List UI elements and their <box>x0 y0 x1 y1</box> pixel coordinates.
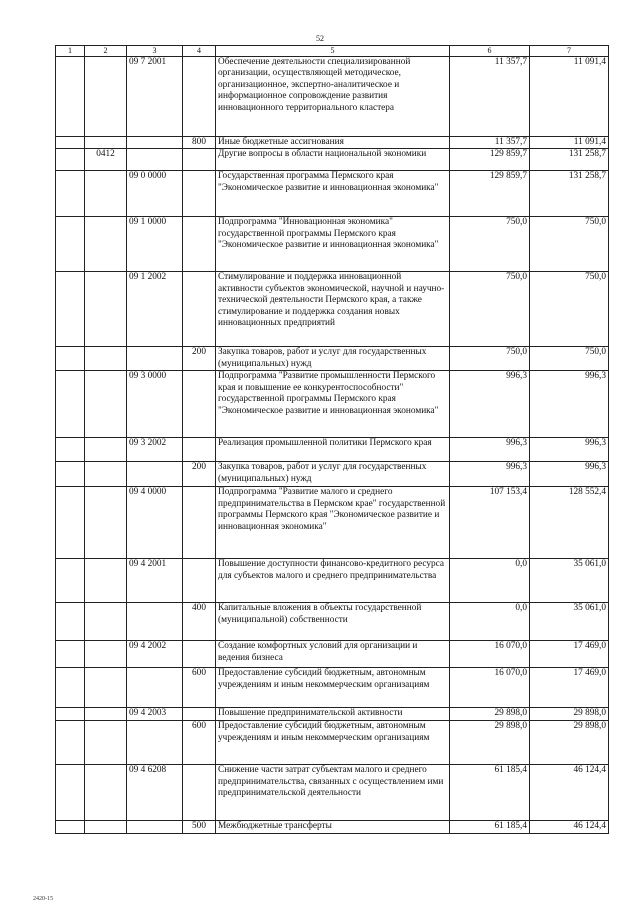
cell-amount-7: 11 091,4 <box>530 57 609 137</box>
table-row <box>56 668 609 708</box>
cell-target-code: 09 7 2001 <box>127 57 183 137</box>
cell-expense-type: 200 <box>183 347 216 371</box>
cell-target-code: 09 4 2002 <box>127 641 183 668</box>
cell-amount-7: 128 552,4 <box>530 487 609 559</box>
cell-expense-type <box>183 171 216 217</box>
cell-amount-7: 996,3 <box>530 462 609 487</box>
cell-amount-7: 46 124,4 <box>530 821 609 834</box>
cell-section-code <box>85 462 127 487</box>
cell-col-1 <box>56 347 85 371</box>
cell-section-code <box>85 171 127 217</box>
cell-amount-7: 35 061,0 <box>530 603 609 641</box>
cell-col-1 <box>56 708 85 721</box>
cell-col-1 <box>56 57 85 137</box>
cell-target-code <box>127 821 183 834</box>
cell-target-code: 09 4 2003 <box>127 708 183 721</box>
cell-expense-type <box>183 272 216 347</box>
cell-amount-6: 107 153,4 <box>450 487 530 559</box>
cell-name: Подпрограмма "Развитие промышленности Пермского края и повышение ее конкурентоспособности" государственной программы Пермского края "Экономическое развитие и инновационная экономика" <box>216 371 450 438</box>
cell-amount-7: 35 061,0 <box>530 559 609 603</box>
cell-amount-6: 16 070,0 <box>450 668 530 708</box>
cell-amount-6: 29 898,0 <box>450 721 530 765</box>
cell-name: Межбюджетные трансферты <box>216 821 450 834</box>
cell-amount-6: 61 185,4 <box>450 765 530 821</box>
cell-expense-type <box>183 217 216 272</box>
cell-name: Закупка товаров, работ и услуг для государственных (муниципальных) нужд <box>216 347 450 371</box>
table-row <box>56 721 609 765</box>
cell-target-code <box>127 137 183 149</box>
cell-amount-6: 129 859,7 <box>450 149 530 171</box>
cell-expense-type <box>183 765 216 821</box>
cell-amount-7: 750,0 <box>530 272 609 347</box>
cell-name: Подпрограмма "Инновационная экономика" государственной программы Пермского края "Экономическое развитие и инновационная экономика" <box>216 217 450 272</box>
cell-expense-type <box>183 57 216 137</box>
cell-amount-7: 46 124,4 <box>530 765 609 821</box>
table-row <box>56 708 609 721</box>
cell-amount-7: 750,0 <box>530 217 609 272</box>
cell-col-1 <box>56 137 85 149</box>
cell-amount-6: 61 185,4 <box>450 821 530 834</box>
cell-section-code <box>85 57 127 137</box>
cell-col-1 <box>56 721 85 765</box>
cell-amount-7: 17 469,0 <box>530 641 609 668</box>
cell-section-code <box>85 371 127 438</box>
cell-target-code: 09 3 0000 <box>127 371 183 438</box>
cell-expense-type <box>183 641 216 668</box>
header-col-5: 5 <box>216 46 450 57</box>
cell-col-1 <box>56 371 85 438</box>
cell-col-1 <box>56 821 85 834</box>
table-row <box>56 462 609 487</box>
cell-amount-6: 129 859,7 <box>450 171 530 217</box>
cell-amount-7: 29 898,0 <box>530 708 609 721</box>
cell-name: Повышение доступности финансово-кредитного ресурса для субъектов малого и среднего предпринимательства <box>216 559 450 603</box>
cell-section-code <box>85 821 127 834</box>
cell-expense-type <box>183 559 216 603</box>
cell-amount-6: 996,3 <box>450 438 530 462</box>
cell-name: Государственная программа Пермского края "Экономическое развитие и инновационная экономика" <box>216 171 450 217</box>
header-col-6: 6 <box>450 46 530 57</box>
cell-amount-6: 750,0 <box>450 347 530 371</box>
cell-section-code <box>85 272 127 347</box>
cell-col-1 <box>56 149 85 171</box>
cell-section-code <box>85 137 127 149</box>
cell-section-code <box>85 559 127 603</box>
cell-section-code <box>85 765 127 821</box>
cell-expense-type <box>183 708 216 721</box>
cell-col-1 <box>56 603 85 641</box>
cell-col-1 <box>56 559 85 603</box>
cell-name: Создание комфортных условий для организации и ведения бизнеса <box>216 641 450 668</box>
cell-col-1 <box>56 668 85 708</box>
cell-section-code <box>85 641 127 668</box>
page-number: 52 <box>316 34 324 43</box>
cell-expense-type: 800 <box>183 137 216 149</box>
cell-name: Обеспечение деятельности специализированной организации, осуществляющей методическое, организационное, экспертно-аналитическое и информационное сопровождение развития инновационного территориального кластера <box>216 57 450 137</box>
cell-expense-type <box>183 438 216 462</box>
cell-amount-6: 11 357,7 <box>450 57 530 137</box>
header-col-7: 7 <box>530 46 609 57</box>
table-row <box>56 57 609 137</box>
cell-target-code: 09 4 2001 <box>127 559 183 603</box>
cell-amount-7: 131 258,7 <box>530 149 609 171</box>
budget-table <box>55 45 609 834</box>
cell-amount-6: 16 070,0 <box>450 641 530 668</box>
cell-name: Подпрограмма "Развитие малого и среднего предпринимательства в Пермском крае" государственной программы Пермского края "Экономическое развитие и инновационная экономика" <box>216 487 450 559</box>
table-row <box>56 487 609 559</box>
cell-amount-6: 0,0 <box>450 603 530 641</box>
cell-amount-6: 996,3 <box>450 371 530 438</box>
header-row <box>56 46 609 57</box>
cell-section-code: 0412 <box>85 149 127 171</box>
cell-amount-6: 750,0 <box>450 272 530 347</box>
table-row <box>56 171 609 217</box>
cell-col-1 <box>56 438 85 462</box>
cell-name: Повышение предпринимательской активности <box>216 708 450 721</box>
cell-section-code <box>85 487 127 559</box>
table-row <box>56 217 609 272</box>
footer-doc-number: 2420-15 <box>33 896 53 902</box>
cell-amount-7: 11 091,4 <box>530 137 609 149</box>
cell-target-code: 09 1 0000 <box>127 217 183 272</box>
cell-section-code <box>85 668 127 708</box>
cell-col-1 <box>56 641 85 668</box>
cell-target-code <box>127 721 183 765</box>
cell-section-code <box>85 708 127 721</box>
cell-section-code <box>85 217 127 272</box>
cell-col-1 <box>56 765 85 821</box>
cell-amount-7: 750,0 <box>530 347 609 371</box>
cell-amount-6: 29 898,0 <box>450 708 530 721</box>
cell-expense-type: 200 <box>183 462 216 487</box>
cell-target-code <box>127 149 183 171</box>
cell-target-code <box>127 668 183 708</box>
table-row <box>56 641 609 668</box>
cell-name: Другие вопросы в области национальной экономики <box>216 149 450 171</box>
cell-amount-6: 11 357,7 <box>450 137 530 149</box>
cell-amount-7: 996,3 <box>530 371 609 438</box>
cell-section-code <box>85 721 127 765</box>
cell-expense-type: 600 <box>183 668 216 708</box>
header-col-3: 3 <box>127 46 183 57</box>
cell-target-code: 09 4 6208 <box>127 765 183 821</box>
cell-expense-type <box>183 149 216 171</box>
cell-col-1 <box>56 272 85 347</box>
table-row <box>56 765 609 821</box>
table-row <box>56 137 609 149</box>
table-row <box>56 371 609 438</box>
cell-target-code: 09 4 0000 <box>127 487 183 559</box>
cell-target-code: 09 0 0000 <box>127 171 183 217</box>
cell-amount-6: 750,0 <box>450 217 530 272</box>
cell-expense-type: 600 <box>183 721 216 765</box>
cell-amount-7: 17 469,0 <box>530 668 609 708</box>
cell-amount-7: 131 258,7 <box>530 171 609 217</box>
cell-target-code <box>127 347 183 371</box>
cell-target-code <box>127 603 183 641</box>
header-col-2: 2 <box>85 46 127 57</box>
cell-section-code <box>85 438 127 462</box>
table-row <box>56 272 609 347</box>
table-row <box>56 347 609 371</box>
cell-amount-6: 0,0 <box>450 559 530 603</box>
cell-name: Капитальные вложения в объекты государственной (муниципальной) собственности <box>216 603 450 641</box>
table-row <box>56 559 609 603</box>
cell-target-code: 09 1 2002 <box>127 272 183 347</box>
cell-expense-type <box>183 487 216 559</box>
table-row <box>56 603 609 641</box>
cell-target-code: 09 3 2002 <box>127 438 183 462</box>
cell-expense-type: 400 <box>183 603 216 641</box>
cell-section-code <box>85 603 127 641</box>
cell-expense-type <box>183 371 216 438</box>
cell-amount-7: 29 898,0 <box>530 721 609 765</box>
cell-name: Снижение части затрат субъектам малого и среднего предпринимательства, связанных с осуществлением ими предпринимательской деятельности <box>216 765 450 821</box>
cell-target-code <box>127 462 183 487</box>
table-row <box>56 438 609 462</box>
cell-name: Реализация промышленной политики Пермского края <box>216 438 450 462</box>
cell-name: Закупка товаров, работ и услуг для государственных (муниципальных) нужд <box>216 462 450 487</box>
table-row <box>56 149 609 171</box>
cell-amount-7: 996,3 <box>530 438 609 462</box>
cell-name: Предоставление субсидий бюджетным, автономным учреждениям и иным некоммерческим организациям <box>216 668 450 708</box>
cell-name: Стимулирование и поддержка инновационной активности субъектов экономической, научной и научно-технической деятельности Пермского края, а также стимулирование и поддержка создания новых инновационных предприятий <box>216 272 450 347</box>
cell-col-1 <box>56 487 85 559</box>
cell-col-1 <box>56 217 85 272</box>
cell-name: Предоставление субсидий бюджетным, автономным учреждениям и иным некоммерческим организациям <box>216 721 450 765</box>
cell-col-1 <box>56 462 85 487</box>
cell-section-code <box>85 347 127 371</box>
header-col-1: 1 <box>56 46 85 57</box>
cell-expense-type: 500 <box>183 821 216 834</box>
header-col-4: 4 <box>183 46 216 57</box>
cell-name: Иные бюджетные ассигнования <box>216 137 450 149</box>
cell-amount-6: 996,3 <box>450 462 530 487</box>
cell-col-1 <box>56 171 85 217</box>
table-row <box>56 821 609 834</box>
